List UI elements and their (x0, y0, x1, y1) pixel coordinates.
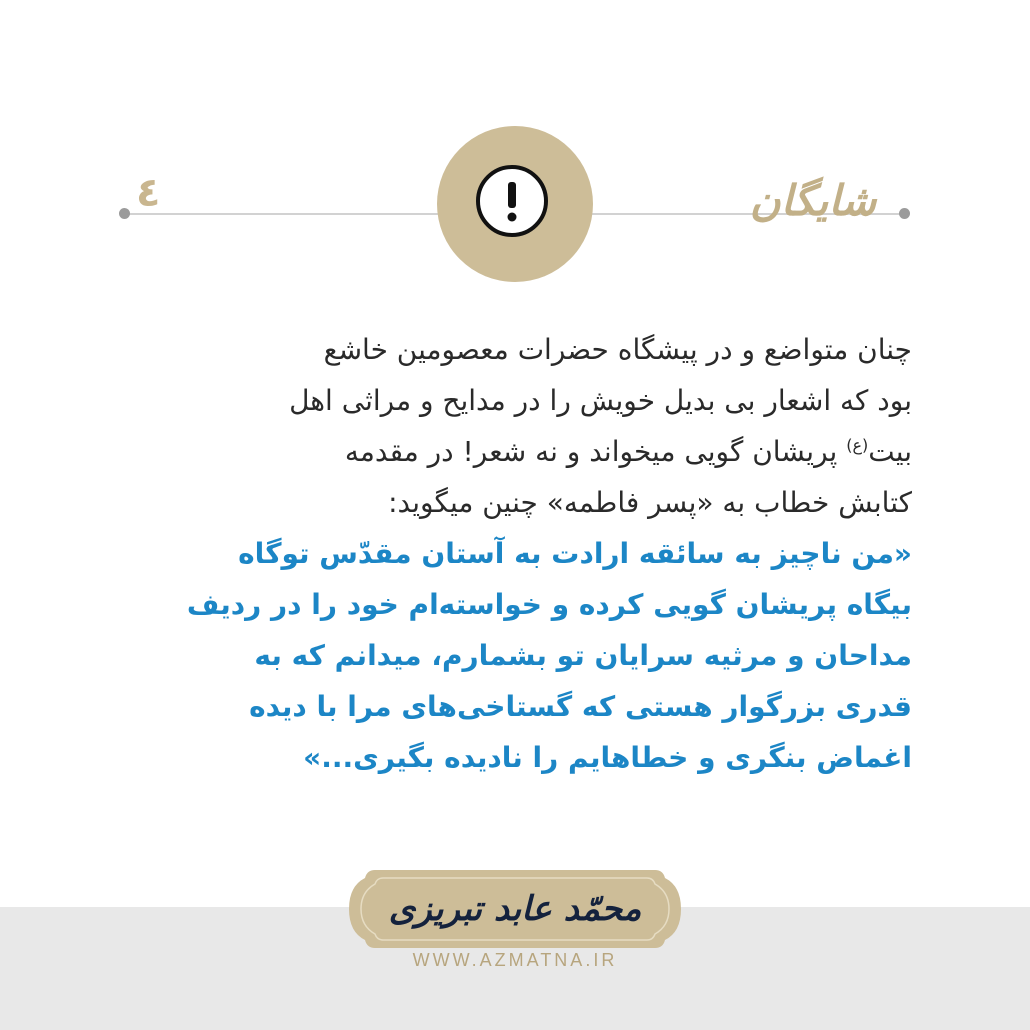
intro-line: کتابش خطاب به «پسر فاطمه» چنین میگوید: (388, 486, 912, 519)
quote-line: مداحان و مرثیه سرایان تو بشمارم، میدانم که به (254, 639, 912, 672)
brand-logo: شایگان (749, 176, 877, 225)
signature: محمّد عابد تبریزی (388, 889, 642, 929)
intro-word: بیت (868, 435, 912, 468)
intro-line: بود که اشعار بی بدیل خویش را در مدایح و مراثی اهل (289, 384, 912, 417)
divider-dot-right (899, 208, 910, 219)
exclamation-icon (476, 165, 548, 237)
quote-line: بیگاه پریشان گویی کرده و خواسته‌ام خود را در ردیف (186, 588, 912, 621)
intro-line (122, 426, 912, 477)
intro-text: پریشان گویی میخواند و نه شعر! در مقدمه (344, 435, 847, 468)
honorific-superscript: (ع) (846, 435, 869, 455)
divider-dot-left (119, 208, 130, 219)
quote-line: اغماض بنگری و خطاهایم را نادیده بگیری...» (303, 741, 912, 774)
article-text (122, 324, 912, 783)
quote-line: قدری بزرگوار هستی که گستاخی‌های مرا با دیده (249, 690, 912, 723)
website-link[interactable]: WWW.AZMATNA.IR (412, 950, 618, 970)
intro-line: چنان متواضع و در پیشگاه حضرات معصومین خاشع (323, 333, 912, 366)
quote-line: «من ناچیز به سائقه ارادت به آستان مقدّس توگاه (238, 537, 912, 570)
page-number: ٤ (136, 170, 161, 216)
